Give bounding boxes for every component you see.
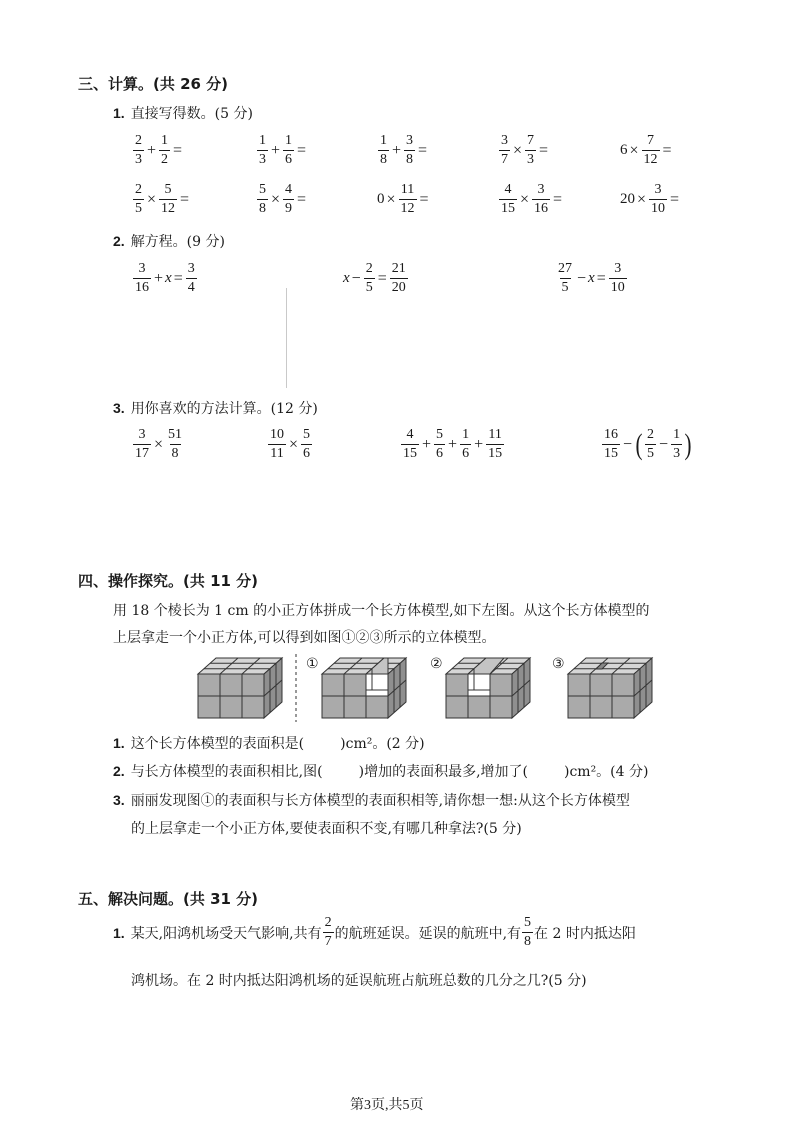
question-3-3 (113, 398, 318, 418)
section-5-title: 五、解决问题。(共 31 分) (78, 890, 259, 908)
fraction: $\frac{3}{4}$ (187, 261, 195, 295)
fraction: $\frac{5}{12}$ (161, 182, 176, 216)
fraction: $\frac{1}{8}$ (380, 133, 387, 167)
fraction: $\frac{10}{11}$ (270, 427, 284, 461)
question-4-2: 2. 与长方体模型的表面积相比,图( )增加的表面积最多,增加了( )cm²。(4 分) (113, 763, 649, 780)
question-text: 用你喜欢的方法计算。(12 分) (130, 401, 318, 417)
fraction: $\frac{3}{16}$ (135, 261, 149, 295)
fraction: $\frac{5}{8}$ (259, 182, 266, 216)
fraction: $\frac{51}{8}$ (168, 427, 183, 461)
question-number: 1. (113, 924, 125, 941)
fraction: $\frac{5}{6}$ (303, 427, 311, 461)
calc-item-m: $\frac{4}{15}$ + $\frac{5}{6}$ + $\frac{1}{6}$ + $\frac{11}{15}$ (403, 427, 503, 461)
fraction: $\frac{21}{20}$ (391, 261, 406, 295)
fraction: $\frac{3}{16}$ (534, 182, 549, 216)
question-text: 解方程。(9 分) (130, 234, 225, 250)
fraction: $\frac{5}{6}$ (436, 427, 444, 461)
model-3 (568, 658, 652, 718)
fraction: $\frac{3}{10}$ (651, 182, 666, 216)
section-3-title: 三、计算。(共 26 分) (78, 75, 229, 93)
question-4-3: 3. 丽丽发现图①的表面积与长方体模型的表面积相等,请你想一想:从这个长方体模型 (113, 792, 630, 809)
fraction: $\frac{1}{2}$ (161, 133, 169, 167)
calc-item-e: 6 × $\frac{7}{12}$ = (620, 133, 672, 167)
calc-item-p: $\frac{16}{15}$ − ( $\frac{2}{5}$ − $\frac{1}{3}$ ) (604, 427, 692, 461)
calc-item-h: 0 × $\frac{11}{12}$ = (377, 182, 429, 216)
figure-label-1: ① (306, 656, 319, 672)
model-1 (322, 658, 406, 718)
section-4-title: 四、操作探究。(共 11 分) (78, 572, 259, 590)
calc-item-c: $\frac{1}{8}$ + $\frac{3}{8}$ = (380, 133, 428, 167)
fraction: $\frac{4}{15}$ (403, 427, 417, 461)
fraction: $\frac{27}{5}$ (558, 261, 572, 295)
question-4-3-line-2: 的上层拿走一个小正方体,要使表面积不变,有哪几种拿法?(5 分) (131, 821, 522, 837)
equation-2: x − $\frac{2}{5}$ = $\frac{21}{20}$ (343, 261, 406, 295)
fraction: $\frac{1}{3}$ (673, 427, 681, 461)
question-number: 2. (113, 763, 125, 779)
fraction: $\frac{3}{10}$ (610, 261, 625, 295)
fraction: $\frac{2}{5}$ (647, 427, 655, 461)
fraction: $\frac{3}{7}$ (501, 133, 508, 167)
question-3-1 (113, 103, 253, 123)
question-5-1-line-2: 鸿机场。在 2 时内抵达阳鸿机场的延误航班占航班总数的几分之几?(5 分) (131, 973, 587, 989)
fraction: $\frac{11}{15}$ (488, 427, 503, 461)
calc-item-f: $\frac{2}{5}$ × $\frac{5}{12}$ = (135, 182, 190, 216)
question-number: 3. (113, 792, 125, 808)
fraction: $\frac{2}{5}$ (135, 182, 142, 216)
fraction: $\frac{3}{8}$ (406, 133, 414, 167)
fraction: $\frac{1}{3}$ (259, 133, 266, 167)
figure-label-3: ③ (552, 656, 565, 672)
fraction: $\frac{2}{7}$ (324, 915, 332, 949)
cube-figures (190, 652, 660, 724)
fraction: $\frac{16}{15}$ (604, 427, 618, 461)
question-5-1: 1. 某天,阳鸿机场受天气影响,共有 $\frac{2}{7}$ 的航班延误。延误的航班中,有 $\frac{5}{8}$ 在 2 时内抵达阳 (113, 915, 636, 949)
fraction: $\frac{4}{9}$ (285, 182, 293, 216)
section-4-intro-line-1: 用 18 个棱长为 1 cm 的小正方体拼成一个长方体模型,如下左图。从这个长方体模型的 (113, 603, 650, 619)
fraction: $\frac{11}{12}$ (400, 182, 415, 216)
fraction: $\frac{7}{3}$ (527, 133, 535, 167)
calc-item-a: $\frac{2}{3}$ + $\frac{1}{2}$ = (135, 133, 183, 167)
cuboid-model (198, 658, 282, 718)
calc-item-g: $\frac{5}{8}$ × $\frac{4}{9}$ = (259, 182, 307, 216)
figure-label-2: ② (430, 656, 443, 672)
fraction: $\frac{7}{12}$ (643, 133, 658, 167)
fraction: $\frac{2}{5}$ (365, 261, 373, 295)
question-number: 1. (113, 735, 125, 751)
fraction: $\frac{1}{6}$ (285, 133, 293, 167)
scan-mark (286, 288, 287, 388)
fraction: $\frac{2}{3}$ (135, 133, 142, 167)
question-text: 直接写得数。(5 分) (130, 106, 253, 122)
equation-1: $\frac{3}{16}$ + x = $\frac{3}{4}$ (135, 261, 195, 295)
section-4-intro-line-2: 上层拿走一个小正方体,可以得到如图①②③所示的立体模型。 (113, 630, 496, 646)
fraction: $\frac{5}{8}$ (524, 915, 532, 949)
model-2 (446, 658, 530, 718)
calc-item-d: $\frac{3}{7}$ × $\frac{7}{3}$ = (501, 133, 549, 167)
calc-item-b: $\frac{1}{3}$ + $\frac{1}{6}$ = (259, 133, 307, 167)
calc-item-l: $\frac{10}{11}$ × $\frac{5}{6}$ (270, 427, 311, 461)
question-number: 2. (113, 233, 125, 249)
fraction: $\frac{4}{15}$ (501, 182, 515, 216)
question-4-1: 1. 这个长方体模型的表面积是( )cm²。(2 分) (113, 735, 425, 752)
question-3-2 (113, 231, 225, 251)
calc-item-j: 20 × $\frac{3}{10}$ = (620, 182, 680, 216)
question-number: 3. (113, 400, 125, 416)
equation-3: $\frac{27}{5}$ − x = $\frac{3}{10}$ (558, 261, 625, 295)
calc-item-k: $\frac{3}{17}$ × $\frac{51}{8}$ (135, 427, 183, 461)
calc-item-i: $\frac{4}{15}$ × $\frac{3}{16}$ = (501, 182, 563, 216)
fraction: $\frac{3}{17}$ (135, 427, 149, 461)
page-number: 第3页,共5页 (350, 1098, 424, 1113)
question-number: 1. (113, 105, 125, 121)
fraction: $\frac{1}{6}$ (462, 427, 470, 461)
